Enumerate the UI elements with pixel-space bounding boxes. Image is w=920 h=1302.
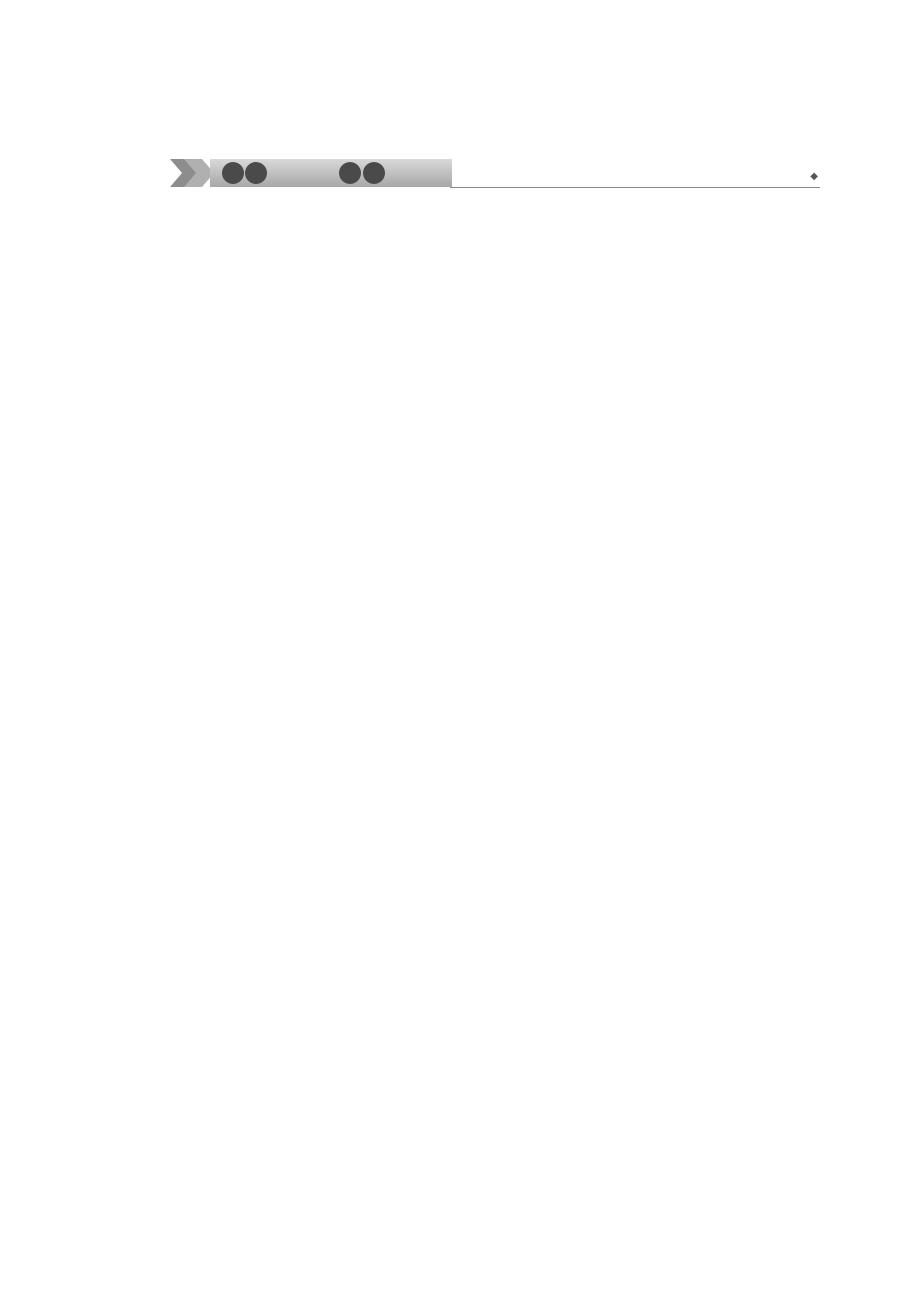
diamond-icon: ◆ [810,171,818,182]
banner-rule [450,187,820,188]
banner-ribbon [170,157,460,189]
section-banner [170,157,820,189]
